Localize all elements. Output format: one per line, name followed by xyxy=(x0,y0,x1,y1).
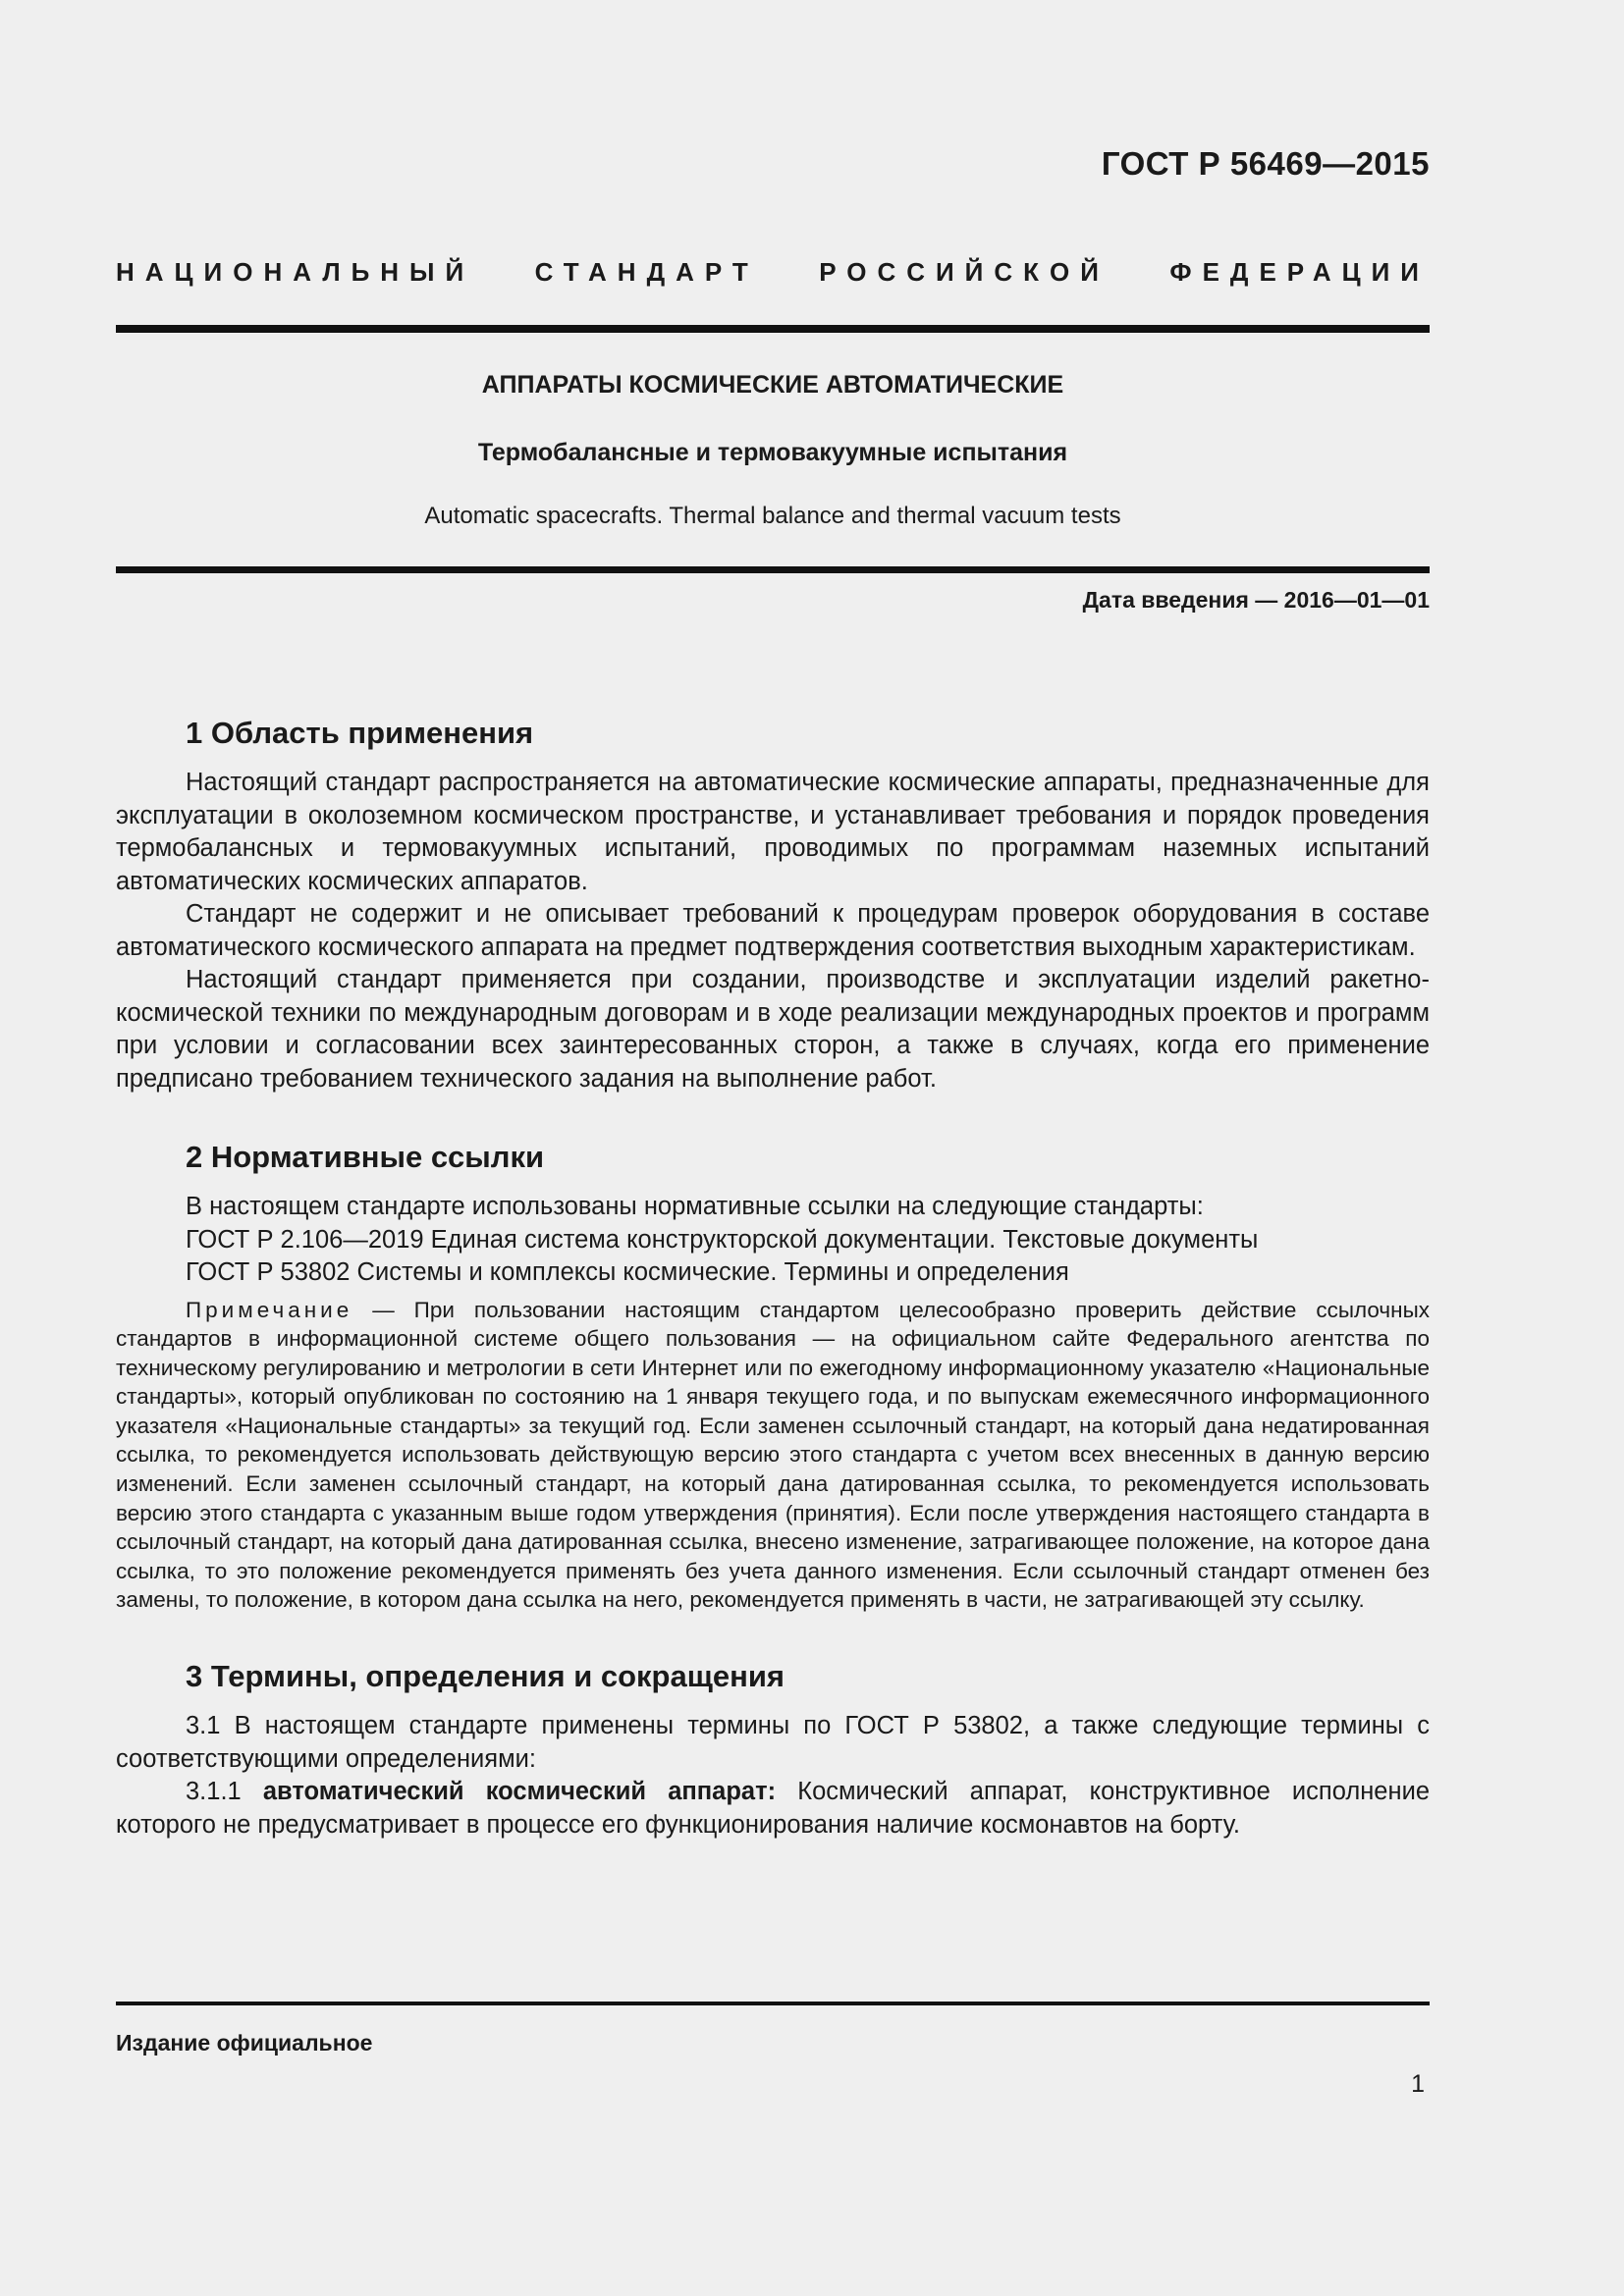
section-3-heading: 3 Термины, определения и сокращения xyxy=(186,1659,785,1694)
footer-divider xyxy=(116,2002,1430,2005)
note-block xyxy=(116,1296,1430,1616)
section-3-paragraph: 3.1 В настоящем стандарте применены термины по ГОСТ Р 53802, а также следующие термины с соответствующими определениями: xyxy=(116,1712,1430,1773)
section-2-heading: 2 Нормативные ссылки xyxy=(186,1140,545,1174)
section-1-heading: 1 Область применения xyxy=(186,716,534,750)
national-standard-heading: НАЦИОНАЛЬНЫЙ СТАНДАРТ РОССИЙСКОЙ ФЕДЕРАЦИИ xyxy=(116,257,1430,287)
document-body xyxy=(116,713,1430,1842)
document-title: АППАРАТЫ КОСМИЧЕСКИЕ АВТОМАТИЧЕСКИЕ xyxy=(481,371,1064,399)
document-subtitle: Термобалансные и термовакуумные испытания xyxy=(477,439,1068,466)
note-text: — При пользовании настоящим стандартом целесообразно проверить действие ссылочных стандартов в информационной системе общего пользования — на официальном сайте Федерального агентства по техническому регулированию и метрологии в сети Интернет или по ежегодному информационному указателю «Национальные стандарты», который опубликован по состоянию на 1 января текущего года, и по выпускам ежемесячного информационного указателя «Национальные стандарты» за текущий год. Если заменен ссылочный стандарт, на который дана недатированная ссылка, то рекомендуется использовать действующую версию этого стандарта с учетом всех внесенных в данную версию изменений. Если заменен ссылочный стандарт, на который дана датированная ссылка, то рекомендуется использовать версию этого стандарта с указанным выше годом утверждения (принятия). Если после утверждения настоящего стандарта в ссылочный стандарт, на который дана датированная ссылка, внесено изменение, затрагивающее положение, на которое дана ссылка, то это положение рекомендуется применять без учета данного изменения. Если ссылочный стандарт отменен без замены, то положение, в котором дана ссылка на него, рекомендуется применять в части, не затрагивающей эту ссылку. xyxy=(116,1297,1430,1613)
term-definition xyxy=(116,1776,1430,1842)
english-title: Automatic spacecrafts. Thermal balance and thermal vacuum tests xyxy=(424,503,1121,529)
section-2-paragraph: В настоящем стандарте использованы нормативные ссылки на следующие стандарты: xyxy=(186,1193,1204,1220)
section-1-paragraph: Настоящий стандарт распространяется на автоматические космические аппараты, предназначенные для эксплуатации в околоземном космическом пространстве, и устанавливает требования и порядок проведения термобалансных и термовакуумных испытаний, проводимых по программам наземных испытаний автоматических космических аппаратов. xyxy=(116,769,1430,895)
standard-number: ГОСТ Р 56469—2015 xyxy=(1101,145,1430,182)
official-edition-label: Издание официальное xyxy=(116,2030,373,2056)
section-1-paragraph: Настоящий стандарт применяется при создании, производстве и эксплуатации изделий ракетно-космической техники по международным договорам и в ходе реализации международных проектов и программ при условии и согласовании всех заинтересованных сторон, а также в случаях, когда его применение предписано требованием технического задания на выполнение работ. xyxy=(116,966,1430,1093)
term-name: автоматический космический аппарат: xyxy=(262,1778,777,1806)
introduction-date: Дата введения — 2016—01—01 xyxy=(1082,587,1430,613)
section-1-paragraph: Стандарт не содержит и не описывает требований к процедурам проверок оборудования в составе автоматического космического аппарата на предмет подтверждения соответствия выходным характеристикам. xyxy=(116,900,1430,961)
reference-item: ГОСТ Р 2.106—2019 Единая система конструкторской документации. Текстовые документы xyxy=(186,1225,1259,1254)
term-number: 3.1.1 xyxy=(186,1778,263,1806)
term-definition-text: Космический аппарат, конструктивное исполнение которого не предусматривает в процессе его функционирования наличие космонавтов на борту. xyxy=(116,1778,1430,1839)
title-divider xyxy=(116,566,1430,573)
top-divider xyxy=(116,325,1430,333)
reference-item: ГОСТ Р 53802 Системы и комплексы космические. Термины и определения xyxy=(186,1258,1069,1286)
note-label: Примечание xyxy=(186,1297,353,1322)
page-number: 1 xyxy=(1411,2070,1425,2098)
